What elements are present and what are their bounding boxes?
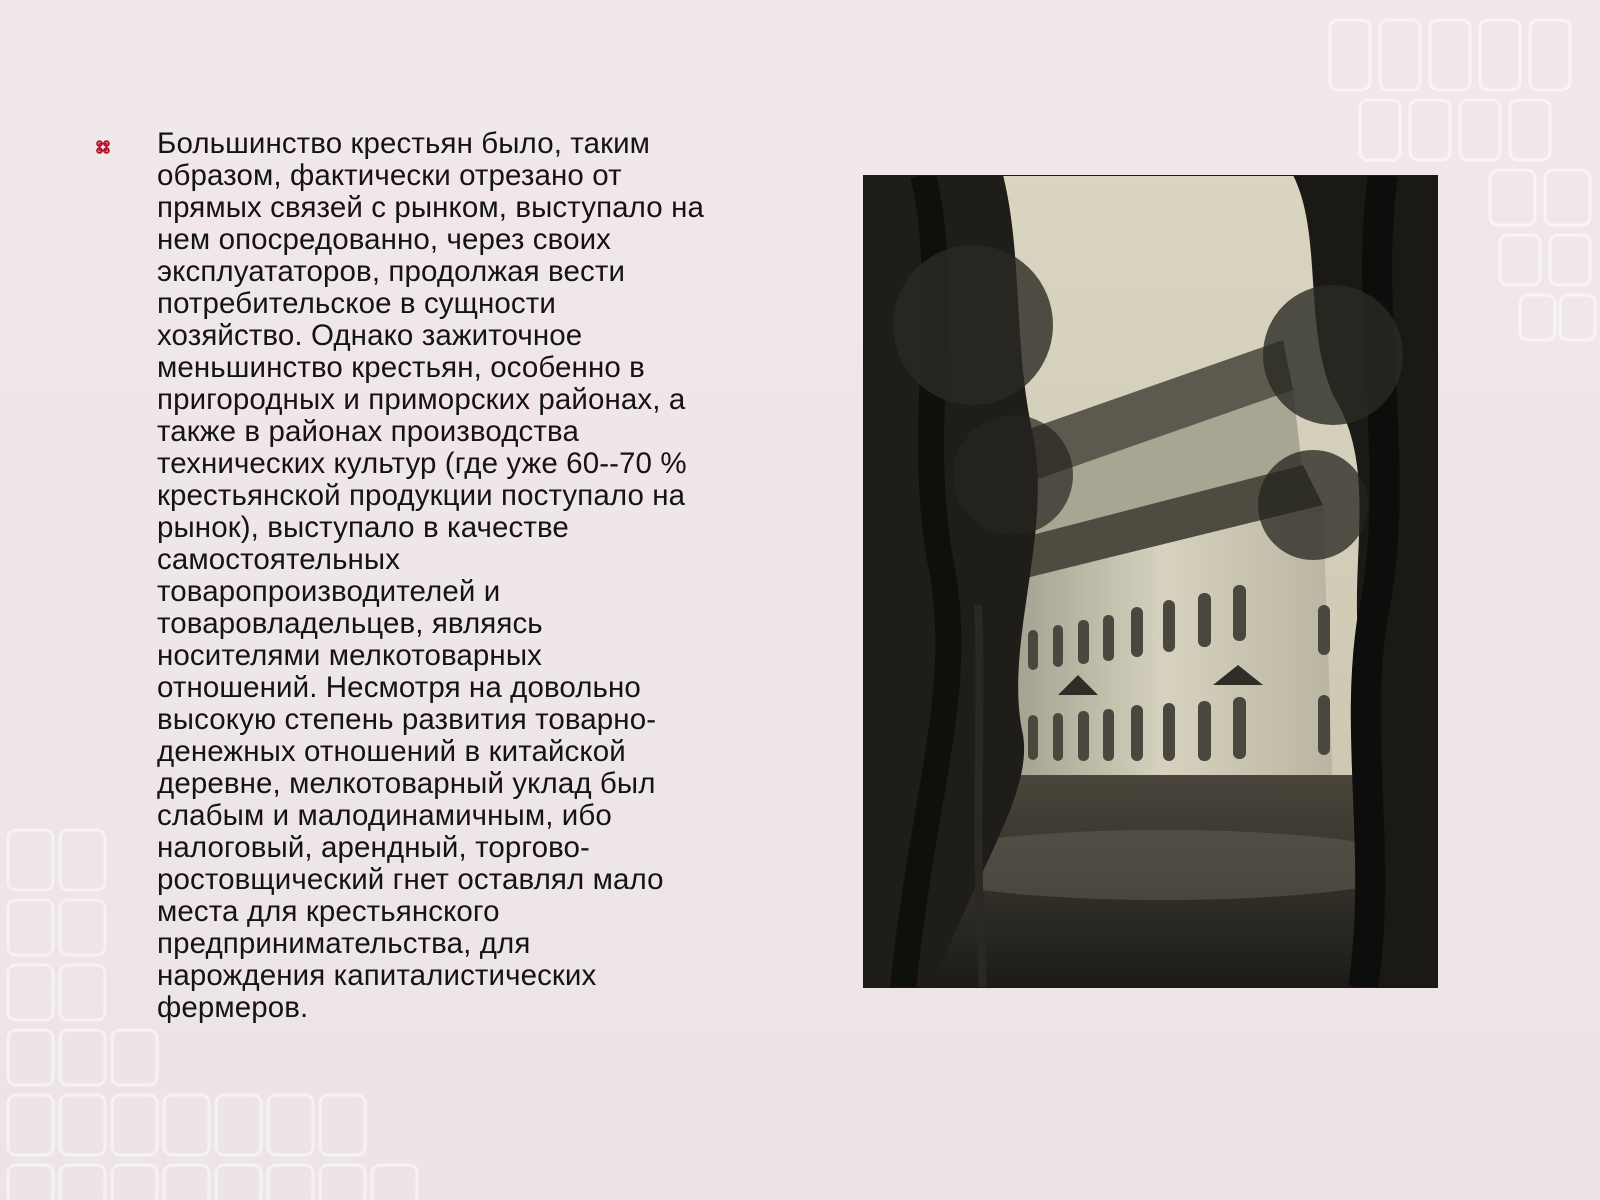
sepia-building-with-trees-photo (863, 175, 1438, 988)
body-text: Большинство крестьян было, таким образом, фактически отрезано от прямых связей с рынком, выступало на нем опосредованно, через своих эксплуататоров, продолжая вести потребительское в сущности хозяйство. Однако зажиточное меньшинство крестьян, особенно в пригородных и приморских районах, а также в районах производства технических культур (где уже 60--70 % крестьянской продукции поступало на рынок), выступало в качестве самостоятельных товаропроизводителей и товаровладельцев, являясь носителями мелкотоварных отношений. Несмотря на довольно высокую степень развития товарно- денежных отношений в китайской деревне, мелкотоварный уклад был слабым и малодинамичным, ибо налоговый, арендный, торгово- ростовщический гнет оставлял мало места для крестьянского предпринимательства, для нарождения капиталистических фермеров. (157, 127, 705, 1024)
cross-looped-bullet-icon (96, 140, 110, 154)
